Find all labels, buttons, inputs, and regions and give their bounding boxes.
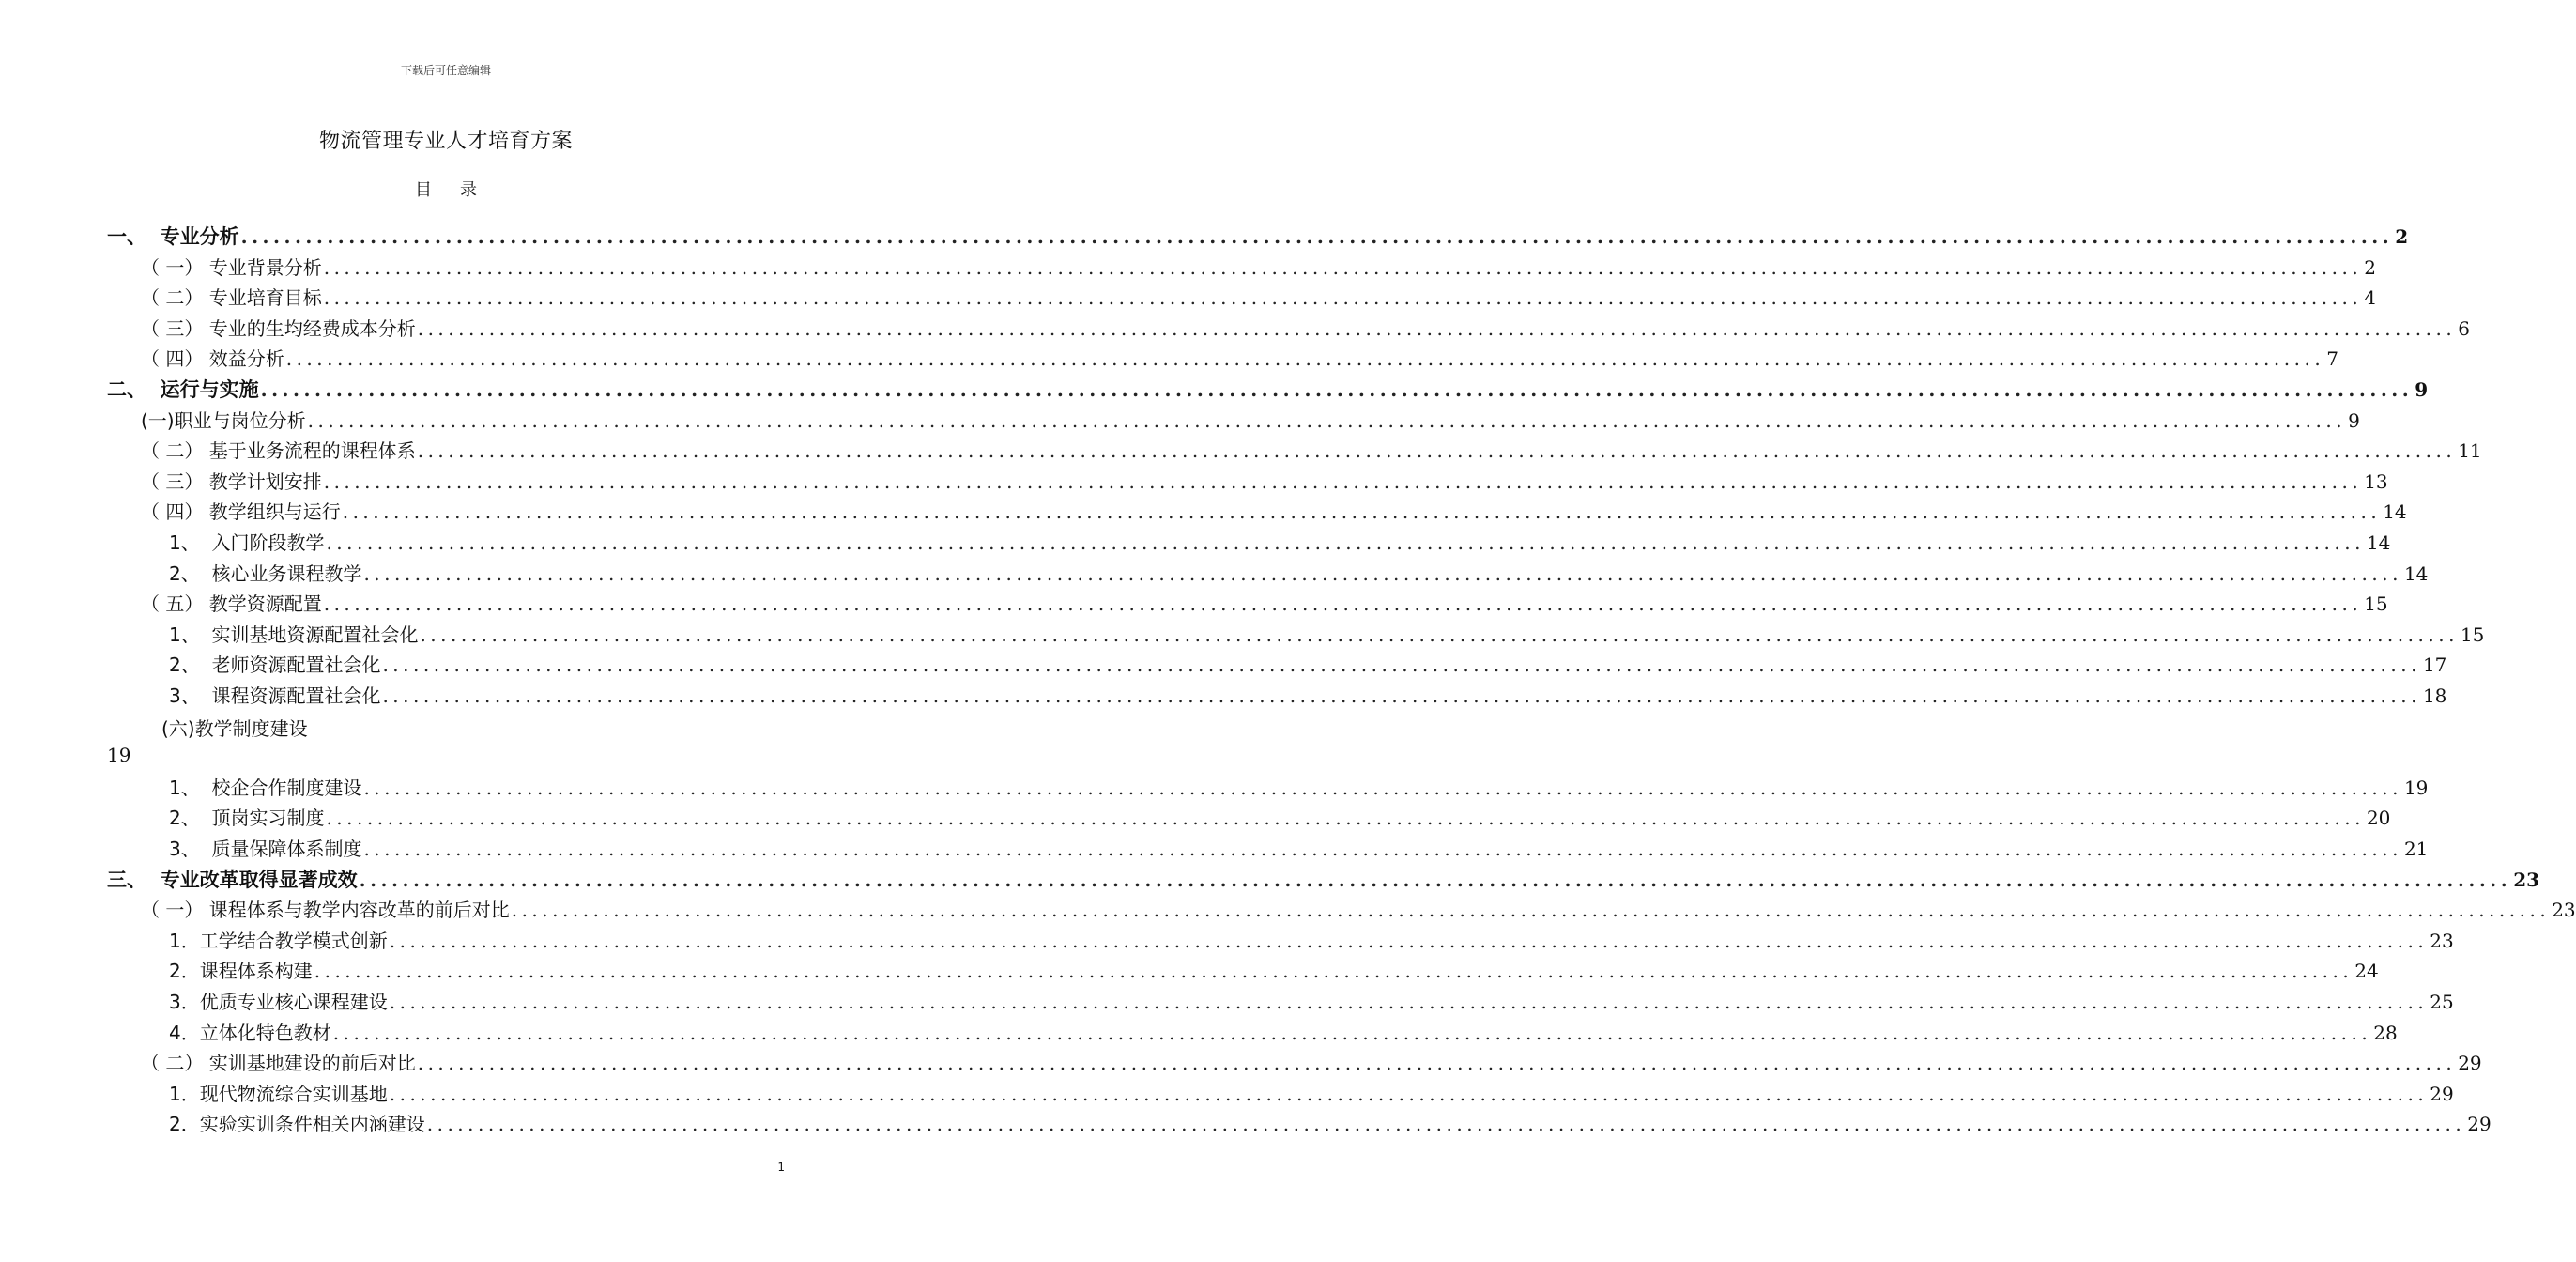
toc-entry-label: （ 一） 课程体系与教学内容改革的前后对比 [141,899,510,922]
toc-entry-page: 7 [2326,347,2338,371]
toc-entry[interactable] [141,436,2482,464]
toc-entry-page: 18 [2422,685,2447,707]
dot-leader: ........................................................................................................................................................................................................ [326,807,2365,830]
toc-entry-page: 23 [2430,929,2454,952]
toc-entry-page: 2 [2364,255,2376,279]
toc-entry-label: 2、 老师资源配置社会化 [169,654,381,677]
toc-entry-page: 29 [2430,1082,2454,1105]
toc-entry[interactable] [169,1018,2398,1046]
dot-leader: ........................................................................................................................................................................................................ [314,960,2354,983]
toc-entry-label: （ 二） 基于业务流程的课程体系 [141,439,416,463]
toc-entry-label: （ 三） 教学计划安排 [141,469,322,493]
toc-entry-page: 4 [2364,286,2376,310]
dot-leader: ........................................................................................................................................................................................................ [285,347,2325,371]
toc-entry-page: 13 [2364,469,2388,493]
toc-entry-label: 2、 核心业务课程教学 [169,562,362,585]
toc-entry-label: 3．优质专业核心课程建设 [169,991,388,1013]
toc-entry-label: 3、 质量保障体系制度 [169,838,362,860]
toc-entry-label: 1、 校企合作制度建设 [169,776,362,799]
toc-entry-page: 2 [2395,225,2409,248]
toc-entry[interactable] [169,956,2379,984]
dot-leader: ........................................................................................................................................................................................................ [260,378,2414,401]
toc-entry[interactable] [141,467,2388,495]
toc-entry-page: 15 [2364,593,2388,616]
toc-entry-page: 6 [2458,316,2470,340]
toc-entry-label: 2．课程体系构建 [169,960,313,983]
dot-leader: ........................................................................................................................................................................................................ [389,929,2429,952]
dot-leader: ........................................................................................................................................................................................................ [417,1052,2457,1075]
toc-entry-label-orphan[interactable]: (六)教学制度建设 [161,716,308,740]
document-title: 物流管理专业人才培育方案 [318,130,573,153]
dot-leader: ........................................................................................................................................................................................................ [307,408,2347,432]
toc-entry-label: 1、 实训基地资源配置社会化 [169,623,419,646]
dot-leader: ........................................................................................................................................................................................................ [426,1113,2466,1136]
toc-entry-page: 21 [2403,838,2429,860]
dot-leader: ........................................................................................................................................................................................................ [323,286,2363,310]
toc-entry[interactable] [169,1109,2492,1137]
dot-leader: ........................................................................................................................................................................................................ [332,1021,2372,1044]
toc-entry-page: 24 [2354,960,2379,983]
toc-entry[interactable] [169,1079,2454,1107]
toc-entry-label: 一、 专业分析 [107,225,239,248]
toc-entry-label: 三、 专业改革取得显著成效 [107,868,358,891]
dot-leader: ........................................................................................................................................................................................................ [382,685,2421,707]
page-header: 下载后可任意编辑 [400,64,491,77]
toc-entry-label: 3、 课程资源配置社会化 [169,685,381,707]
toc-entry-page-orphan: 19 [107,744,131,767]
dot-leader: ........................................................................................................................................................................................................ [363,562,2402,585]
toc-entry[interactable] [141,406,2360,434]
toc-entry[interactable] [141,253,2376,281]
toc-entry-label: 二、 运行与实施 [107,378,259,401]
dot-leader: ........................................................................................................................................................................................................ [420,623,2459,646]
toc-entry-label: （ 二） 专业培育目标 [141,286,322,310]
dot-leader: ........................................................................................................................................................................................................ [363,838,2402,860]
toc-entry[interactable] [141,895,2576,923]
toc-entry[interactable] [169,803,2391,831]
toc-entry-page: 15 [2460,623,2485,646]
dot-leader: ........................................................................................................................................................................................................ [323,255,2363,279]
toc-entry-page: 23 [2552,899,2576,922]
toc-entry[interactable] [107,222,2409,250]
toc-entry[interactable] [169,926,2454,954]
toc-heading: 目录 [415,180,505,200]
toc-entry-page: 9 [2415,378,2429,401]
toc-entry-label: 2．实验实训条件相关内涵建设 [169,1113,425,1136]
toc-entry[interactable] [141,344,2338,372]
toc-entry-page: 28 [2373,1021,2398,1044]
toc-entry-page: 14 [2403,562,2429,585]
toc-entry-label: (一)职业与岗位分析 [141,408,306,432]
toc-entry[interactable] [169,620,2485,648]
toc-entry-label: （ 四） 效益分析 [141,347,284,371]
toc-entry-label: 2、 顶岗实习制度 [169,807,325,830]
toc-entry[interactable] [141,1048,2482,1076]
toc-entry-page: 14 [2366,531,2391,554]
dot-leader: ........................................................................................................................................................................................................ [342,500,2382,524]
toc-entry-label: （ 四） 教学组织与运行 [141,500,341,524]
toc-entry[interactable] [169,559,2429,587]
toc-entry[interactable] [107,375,2429,403]
toc-entry-label: （ 五） 教学资源配置 [141,593,322,616]
dot-leader: ........................................................................................................................................................................................................ [382,654,2421,677]
toc-entry-page: 20 [2366,807,2391,830]
toc-entry-label: （ 一） 专业背景分析 [141,255,322,279]
toc-entry[interactable] [141,497,2407,525]
dot-leader: ........................................................................................................................................................................................................ [389,991,2429,1013]
toc-entry[interactable] [141,589,2388,617]
toc-entry[interactable] [169,650,2447,678]
page-number: 1 [777,1161,785,1174]
toc-entry-label: （ 二） 实训基地建设的前后对比 [141,1052,416,1075]
dot-leader: ........................................................................................................................................................................................................ [417,439,2457,463]
toc-entry-page: 23 [2513,868,2540,891]
dot-leader: ........................................................................................................................................................................................................ [240,225,2394,248]
toc-entry[interactable] [169,681,2447,709]
dot-leader: ........................................................................................................................................................................................................ [511,899,2551,922]
toc-entry[interactable] [141,314,2470,342]
toc-entry-page: 19 [2403,776,2429,799]
toc-entry[interactable] [141,283,2376,311]
toc-entry-page: 14 [2383,500,2407,524]
toc-entry-label: 4．立体化特色教材 [169,1021,331,1044]
toc-entry[interactable] [169,987,2454,1015]
dot-leader: ........................................................................................................................................................................................................ [359,868,2512,891]
toc-entry-label: 1．现代物流综合实训基地 [169,1082,388,1105]
dot-leader: ........................................................................................................................................................................................................ [417,316,2457,340]
dot-leader: ........................................................................................................................................................................................................ [363,776,2402,799]
dot-leader: ........................................................................................................................................................................................................ [323,469,2363,493]
toc-entry-label: 1、 入门阶段教学 [169,531,325,554]
toc-entry[interactable] [169,834,2429,862]
toc-entry-label: （ 三） 专业的生均经费成本分析 [141,316,416,340]
toc-entry[interactable] [169,773,2429,801]
toc-entry-page: 29 [2458,1052,2482,1075]
toc-entry-page: 9 [2348,408,2360,432]
toc-entry-page: 29 [2467,1113,2492,1136]
toc-entry[interactable] [169,528,2391,556]
dot-leader: ........................................................................................................................................................................................................ [323,593,2363,616]
toc-entry-page: 17 [2422,654,2447,677]
toc-entry-page: 25 [2430,991,2454,1013]
toc-entry-label: 1．工学结合教学模式创新 [169,929,388,952]
toc-entry-page: 11 [2458,439,2482,463]
toc-entry[interactable] [107,865,2540,893]
dot-leader: ........................................................................................................................................................................................................ [326,531,2365,554]
dot-leader: ........................................................................................................................................................................................................ [389,1082,2429,1105]
